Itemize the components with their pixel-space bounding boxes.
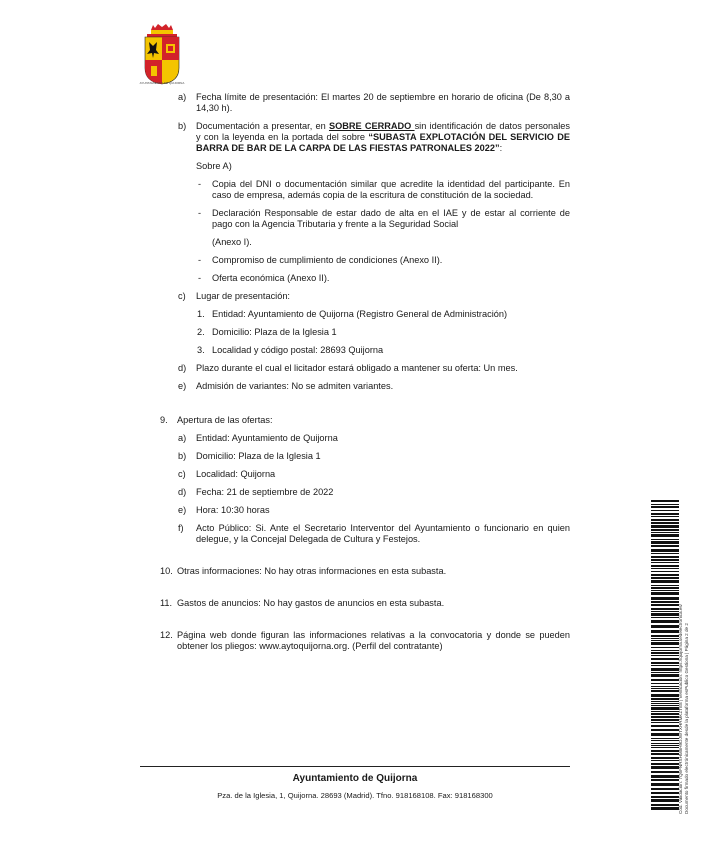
section-10: 10. Otras informaciones: No hay otras informaciones en esta subasta. [160,566,447,576]
list-item: - Copia del DNI o documentación similar que acredite la identidad del participante. En caso de empresa, además copia de la escritura de constitución de la sociedad. [198,179,570,200]
list-item: e) Hora: 10:30 horas [178,505,270,515]
list-item: a) Entidad: Ayuntamiento de Quijorna [178,433,338,443]
bold-legend: “SUBASTA EXPLOTACIÓN DEL SERVICIO DE BARRA DE BAR DE LA CARPA DE LAS FIESTAS PATRONALES 2022” [196,132,570,153]
validation-line: Cód. Validación: 7Q5FNRSHM5H9DJWTXHRMKZTE8 | Verificación: https://quijorna.sedelectronica.es/ [678,604,683,814]
footer-title: Ayuntamiento de Quijorna [292,773,418,784]
list-item: 3. Localidad y código postal: 28693 Quijorna [197,345,384,355]
footer-divider [140,766,570,767]
list-item: - Oferta económica (Anexo II). [198,273,330,283]
list-item: b) Documentación a presentar, en SOBRE CERRADO sin identificación de datos personales y con la leyenda en la portada del sobre “SUBASTA EXPLOTACIÓN DEL SERVICIO DE BARRA DE BAR DE LA CARPA DE LAS FIESTAS PATRONALES 2022”: [178,121,570,153]
list-item: 1. Entidad: Ayuntamiento de Quijorna (Registro General de Administración) [197,309,508,319]
list-item: 2. Domicilio: Plaza de la Iglesia 1 [197,327,337,337]
list-item: e) Admisión de variantes: No se admiten variantes. [178,381,394,391]
list-item: - Declaración Responsable de estar dado de alta en el IAE y de estar al corriente de pago con la Agencia Tributaria y frente a la Seguridad Social [198,208,570,229]
list-item: c) Lugar de presentación: [178,291,290,301]
section-12: 12. Página web donde figuran las informaciones relativas a la convocatoria y donde se pueden obtener los pliegos: www.aytoquijorna.org. (Perfil del contratante) [160,630,570,651]
section-11: 11. Gastos de anuncios: No hay gastos de anuncios en esta subasta. [160,598,445,608]
barcode-icon [651,500,679,810]
anexo-label: (Anexo I). [212,237,252,247]
sobre-label: Sobre A) [196,161,232,171]
list-item: c) Localidad: Quijorna [178,469,276,479]
list-item: d) Fecha: 21 de septiembre de 2022 [178,487,334,497]
validation-text [678,494,689,814]
list-item: d) Plazo durante el cual el licitador estará obligado a mantener su oferta: Un mes. [178,363,518,373]
list-item: b) Domicilio: Plaza de la Iglesia 1 [178,451,321,461]
logo-caption: AYUNTAMIENTO DE QUIJORNA [139,81,185,85]
list-item: - Compromiso de cumplimiento de condiciones (Anexo II). [198,255,443,265]
validation-line: Documento firmado electrónicamente desde la plataforma esPublico Gestiona | Página 2 de 2 [683,623,689,814]
underlined-text: SOBRE CERRADO [328,121,415,131]
list-item: a) Fecha límite de presentación: El martes 20 de septiembre en horario de oficina (De 8,30 a 14,30 h). [178,92,570,113]
section-heading: 9. Apertura de las ofertas: [160,415,273,425]
document-body [160,92,570,659]
footer-address: Pza. de la Iglesia, 1, Quijorna. 28693 (Madrid). Tfno. 918168108. Fax: 918168300 [217,791,493,800]
list-item: f) Acto Público: Si. Ante el Secretario Interventor del Ayuntamiento o funcionario en quien delegue, y la Concejal Delegada de Cultura y Festejos. [178,523,570,544]
